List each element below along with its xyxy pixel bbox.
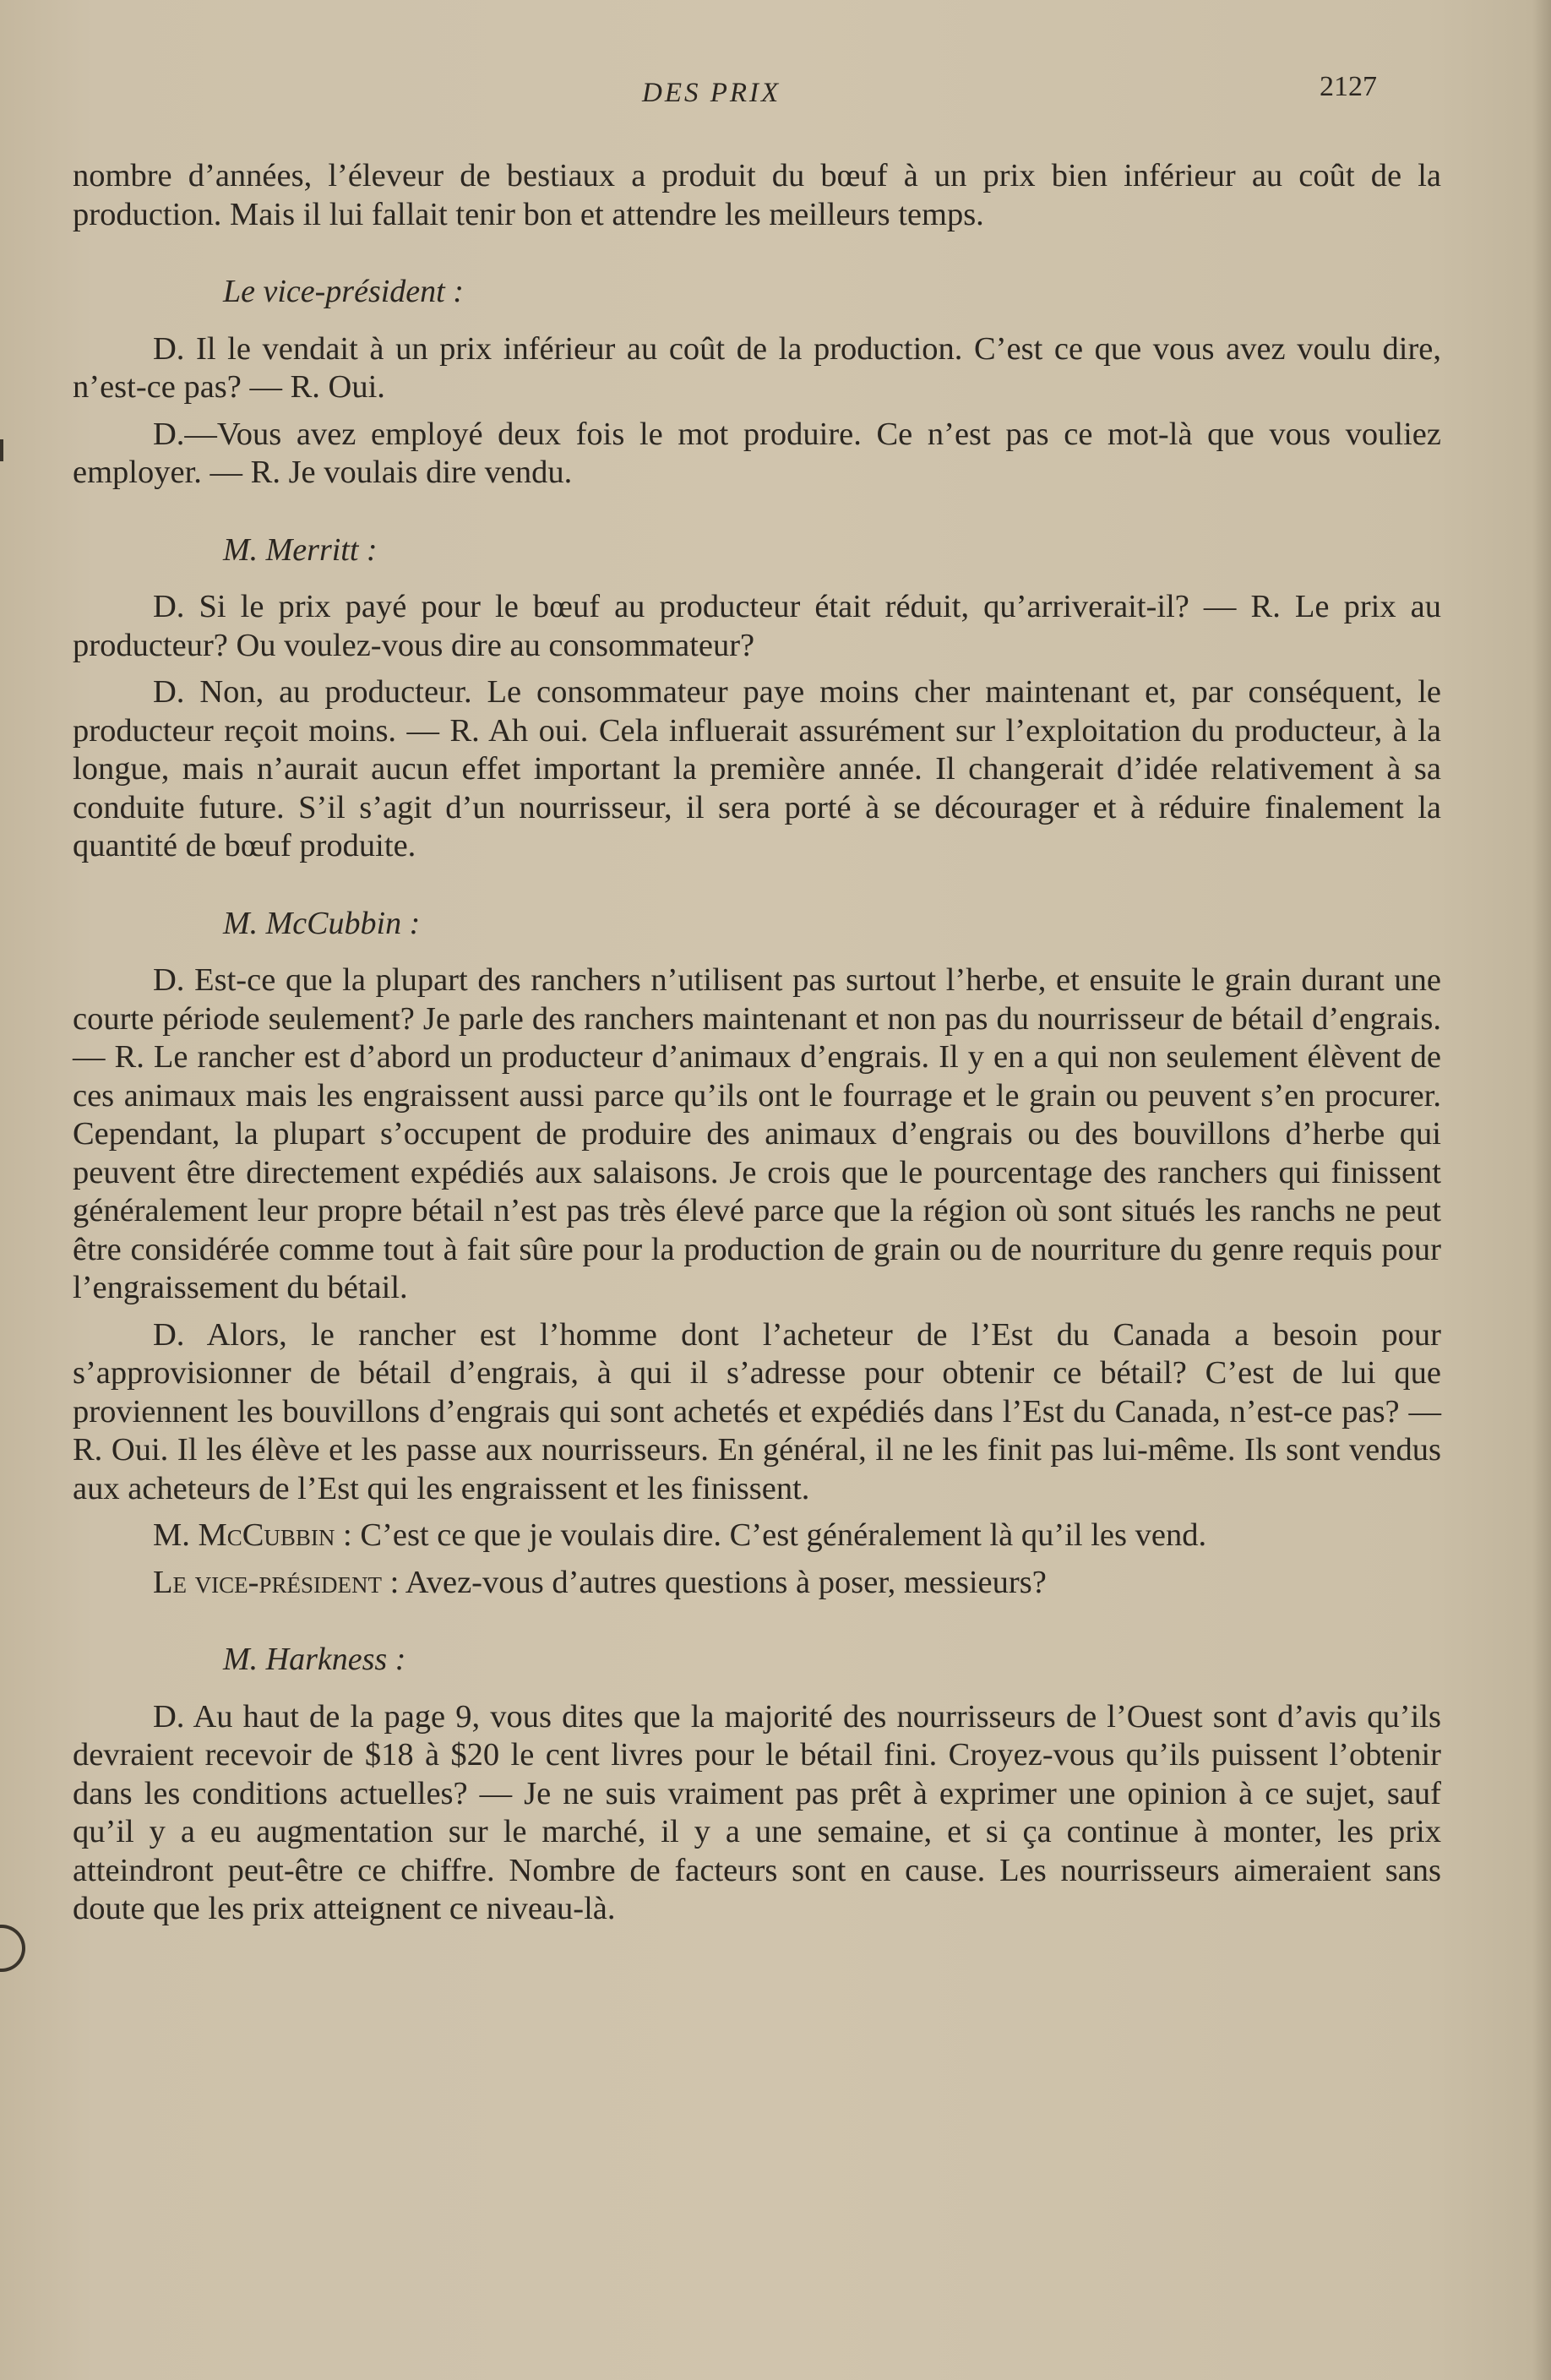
statement-text: Avez-vous d’autres questions à poser, messieurs? bbox=[405, 1564, 1047, 1600]
paragraph-question: D. Il le vendait à un prix inférieur au coût de la production. C’est ce que vous avez voulu dire, n’est-ce pas? — R. Oui. bbox=[73, 330, 1441, 405]
speaker-heading-harkness: M. Harkness : bbox=[223, 1642, 406, 1677]
inline-speaker: M. McCubbin : bbox=[153, 1517, 352, 1553]
inline-speaker: Le vice-président : bbox=[153, 1564, 400, 1600]
statement-text: C’est ce que je voulais dire. C’est généralement là qu’il les vend. bbox=[360, 1517, 1207, 1553]
paragraph-question: D. Non, au producteur. Le consommateur paye moins cher maintenant et, par conséquent, le producteur reçoit moins. — R. Ah oui. Cela influerait assurément sur l’exploitation du producteur, à la longue, mais n’aurait aucun effet important la première année. Il changerait d’idée relativement à sa conduite future. S’il s’agit d’un nourrisseur, il sera porté à se décourager et à réduire finalement la quantité de bœuf produite. bbox=[73, 674, 1441, 863]
speaker-heading-vice-president: Le vice-président : bbox=[223, 274, 464, 309]
running-title: DES PRIX bbox=[642, 78, 781, 108]
margin-mark-bracket bbox=[0, 1925, 25, 1972]
paragraph-question: D.—Vous avez employé deux fois le mot produire. Ce n’est pas ce mot-là que vous vouliez employer. — R. Je voulais dire vendu. bbox=[73, 416, 1441, 490]
speaker-heading-merritt: M. Merritt : bbox=[223, 531, 378, 568]
body-text bbox=[73, 157, 1441, 1937]
paragraph-question: D. Au haut de la page 9, vous dites que la majorité des nourrisseurs de l’Ouest sont d’avis qu’ils devraient recevoir de $18 à $20 le cent livres pour le bétail fini. Croyez-vous qu’ils puissent l’obtenir dans les conditions actuelles? — Je ne suis vraiment pas prêt à exprimer une opinion à ce sujet, sauf qu’il y a eu augmentation sur le marché, il y a une semaine, et si ça continue à monter, les prix atteindront peut-être ce chiffre. Nombre de facteurs sont en cause. Les nourrisseurs aimeraient sans doute que les prix atteignent ce niveau-là. bbox=[73, 1698, 1441, 1926]
paragraph-question: D. Si le prix payé pour le bœuf au producteur était réduit, qu’arriverait-il? — R. Le prix au producteur? Ou voulez-vous dire au consommateur? bbox=[73, 589, 1441, 663]
paragraph-question: D. Est-ce que la plupart des ranchers n’utilisent pas surtout l’herbe, et ensuite le grain durant une courte période seulement? Je parle des ranchers maintenant et non pas du nourrisseur de bétail d’engrais. — R. Le rancher est d’abord un producteur d’animaux d’engrais. Il y en a qui non seulement élèvent de ces animaux mais les engraissent aussi parce qu’ils ont le fourrage et le grain ou peuvent s’en procurer. Cependant, la plupart s’occupent de produire des animaux d’engrais ou des bouvillons d’herbe qui peuvent être directement expédiés aux salaisons. Je crois que le pourcentage des ranchers qui finissent généralement leur propre bétail n’est pas très élevé parce que la région où sont situés les ranchs ne peut être considérée comme tout à fait sûre pour la production de grain ou de nourriture du genre requis pour l’engraissement du bétail. bbox=[73, 962, 1441, 1305]
margin-mark bbox=[0, 439, 3, 461]
paragraph-question: D. Alors, le rancher est l’homme dont l’acheteur de l’Est du Canada a besoin pour s’approvisionner de bétail d’engrais, à qui il s’adresse pour obtenir ce bétail? C’est de lui que proviennent les bouvillons d’engrais qui sont achetés et expédiés dans l’Est du Canada, n’est-ce pas? — R. Oui. Il les élève et les passe aux nourrisseurs. En général, il ne les finit pas lui-même. Ils sont vendus aux acheteurs de l’Est qui les engraissent et les finissent. bbox=[73, 1316, 1441, 1506]
page-number: 2127 bbox=[1320, 71, 1377, 102]
paragraph-continuation: nombre d’années, l’éleveur de bestiaux a produit du bœuf à un prix bien inférieur au coût de la production. Mais il lui fallait tenir bon et attendre les meilleurs temps. bbox=[73, 158, 1441, 232]
page-edge-shadow bbox=[1532, 0, 1551, 2380]
speaker-heading-mccubbin: M. McCubbin : bbox=[223, 905, 421, 941]
paragraph-statement bbox=[73, 1517, 1441, 1555]
paragraph-statement bbox=[73, 1564, 1441, 1603]
